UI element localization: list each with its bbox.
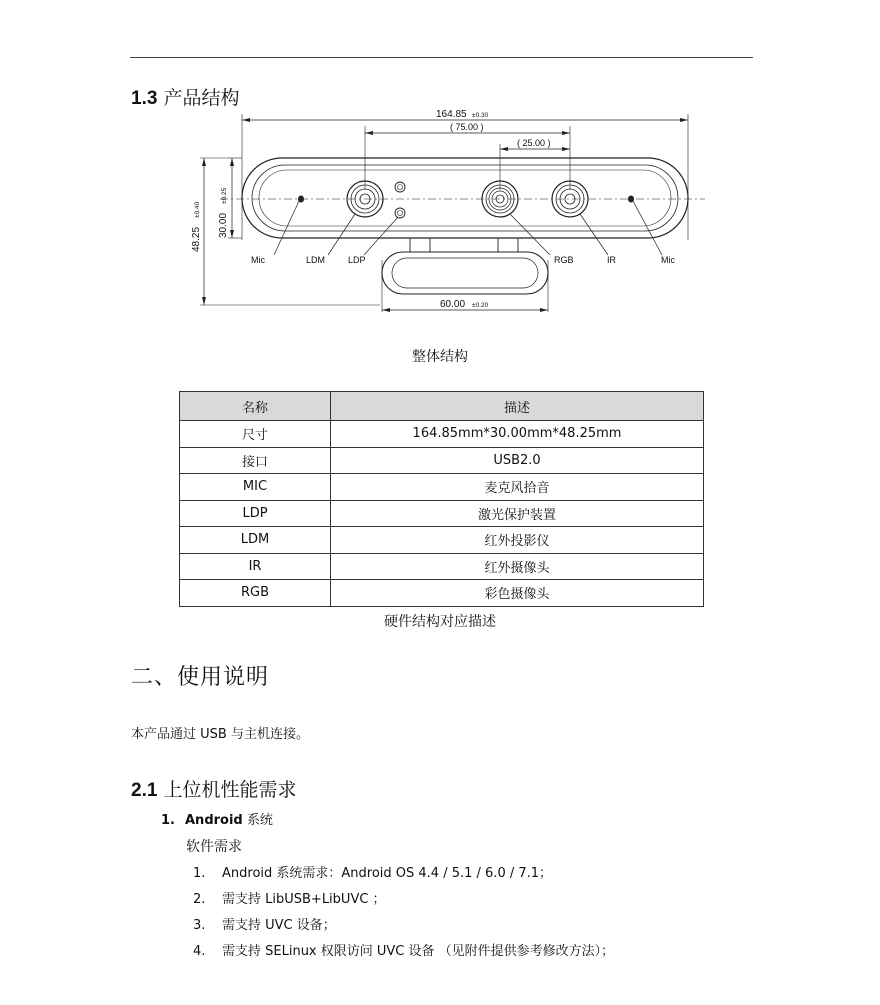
dim-total-tolerance: ±0.30 (472, 112, 489, 119)
table-header-desc: 描述 (331, 392, 704, 421)
device-structure-drawing (180, 100, 710, 320)
cell-name: RGB (180, 580, 331, 607)
figure-caption: 整体结构 (412, 349, 468, 365)
dim-60-label: 60.00 (440, 299, 466, 310)
list-item: 2. 需支持 LibUSB+LibUVC ； (193, 892, 386, 907)
table-row (180, 553, 704, 580)
section-heading-2-1: 2.1 上位机性能需求 (131, 779, 297, 801)
cell-name: 尺寸 (180, 421, 331, 448)
label-ir: IR (607, 255, 616, 265)
cell-desc: 红外投影仪 (331, 527, 704, 554)
intro-paragraph: 本产品通过 USB 与主机连接。 (131, 727, 309, 742)
dim-total-label: 164.85 (436, 109, 467, 120)
dim-30-tolerance: ±0.25 (221, 187, 228, 204)
section-heading-1-3: 1.3 产品结构 (131, 87, 240, 109)
list-item: 3. 需支持 UVC 设备； (193, 918, 336, 933)
subheading-android: 1. Android 系统 (161, 813, 273, 828)
label-ldm: LDM (306, 255, 326, 265)
section-heading-usage: 二、使用说明 (131, 665, 270, 690)
cell-desc: USB2.0 (331, 447, 704, 474)
dim-48-label: 48.25 (191, 226, 202, 252)
cell-name: LDP (180, 500, 331, 527)
label-rgb: RGB (554, 255, 574, 265)
dim-60-tolerance: ±0.20 (472, 302, 489, 309)
table-header-name: 名称 (180, 392, 331, 421)
cell-name: MIC (180, 474, 331, 501)
dim-75-label: ( 75.00 ) (450, 122, 484, 132)
cell-desc: 激光保护装置 (331, 500, 704, 527)
cell-name: 接口 (180, 447, 331, 474)
dim-48-tolerance: ±0.40 (194, 201, 201, 218)
software-requirements-label: 软件需求 (186, 839, 242, 855)
hardware-spec-table (179, 391, 704, 607)
table-row (180, 527, 704, 554)
table-row (180, 500, 704, 527)
table-row (180, 421, 704, 448)
header-rule (130, 57, 753, 58)
table-row (180, 580, 704, 607)
label-mic-right: Mic (661, 255, 675, 265)
label-ldp: LDP (348, 255, 366, 265)
cell-desc: 彩色摄像头 (331, 580, 704, 607)
dim-25-label: ( 25.00 ) (517, 138, 551, 148)
dim-30-label: 30.00 (218, 212, 229, 238)
list-item: 4. 需支持 SELinux 权限访问 UVC 设备 （见附件提供参考修改方法）； (193, 944, 615, 959)
list-item: 1. Android 系统需求：Android OS 4.4 / 5.1 / 6.0 / 7.1； (193, 866, 553, 881)
table-caption: 硬件结构对应描述 (384, 614, 496, 630)
cell-desc: 红外摄像头 (331, 553, 704, 580)
cell-desc: 麦克风拾音 (331, 474, 704, 501)
cell-name: IR (180, 553, 331, 580)
cell-name: LDM (180, 527, 331, 554)
cell-desc: 164.85mm*30.00mm*48.25mm (331, 421, 704, 448)
table-row (180, 474, 704, 501)
table-row (180, 447, 704, 474)
label-mic-left: Mic (251, 255, 265, 265)
